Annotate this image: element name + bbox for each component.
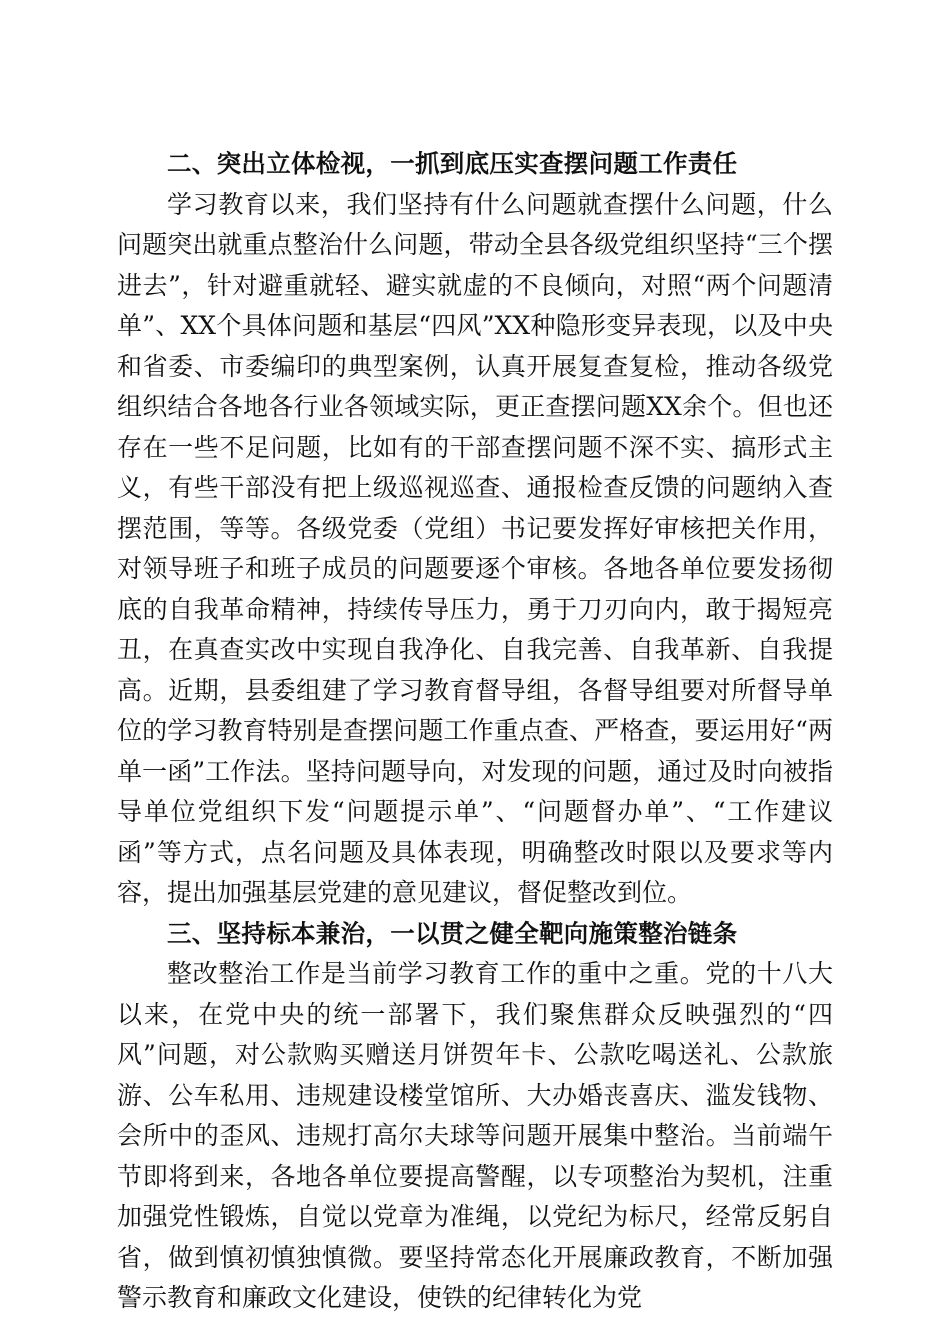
section-heading-3: 三、坚持标本兼治，一以贯之健全靶向施策整治链条 (167, 918, 738, 948)
section-paragraph-2: 学习教育以来，我们坚持有什么问题就查摆什么问题，什么问题突出就重点整治什么问题，带动全县各级党组织坚持“三个摆进去”，针对避重就轻、避实就虚的不良倾向，对照“两个问题清单”、XX个具体问题和基层“四风”XX种隐形变异表现，以及中央和省委、市委编印的典型案例，认真开展复查复检，推动各级党组织结合各地各行业各领域实际，更正查摆问题XX余个。但也还存在一些不足问题，比如有的干部查摆问题不深不实、搞形式主义，有些干部没有把上级巡视巡查、通报检查反馈的问题纳入查摆范围，等等。各级党委（党组）书记要发挥好审核把关作用，对领导班子和班子成员的问题要逐个审核。各地各单位要发扬彻底的自我革命精神，持续传导压力，勇于刀刃向内，敢于揭短亮丑，在真查实改中实现自我净化、自我完善、自我革新、自我提高。近期，县委组建了学习教育督导组，各督导组要对所督导单位的学习教育特别是查摆问题工作重点查、严格查，要运用好“两单一函”工作法。坚持问题导向，对发现的问题，通过及时向被指导单位党组织下发“问题提示单”、“问题督办单”、“工作建议函”等方式，点名问题及具体表现，明确整改时限以及要求等内容，提出加强基层党建的意见建议，督促整改到位。 (117, 189, 833, 907)
document-body (117, 144, 833, 1319)
section-paragraph-3: 整改整治工作是当前学习教育工作的重中之重。党的十八大以来，在党中央的统一部署下，我们聚焦群众反映强烈的“四风”问题，对公款购买赠送月饼贺年卡、公款吃喝送礼、公款旅游、公车私用、违规建设楼堂馆所、大办婚丧喜庆、滥发钱物、会所中的歪风、违规打高尔夫球等问题开展集中整治。当前端午节即将到来，各地各单位要提高警醒，以专项整治为契机，注重加强党性锻炼，自觉以党章为准绳，以党纪为标尺，经常反躬自省，做到慎初慎独慎微。要坚持常态化开展廉政教育，不断加强警示教育和廉政文化建设，使铁的纪律转化为党 (117, 959, 833, 1312)
section-heading-2: 二、突出立体检视，一抓到底压实查摆问题工作责任 (167, 149, 738, 178)
